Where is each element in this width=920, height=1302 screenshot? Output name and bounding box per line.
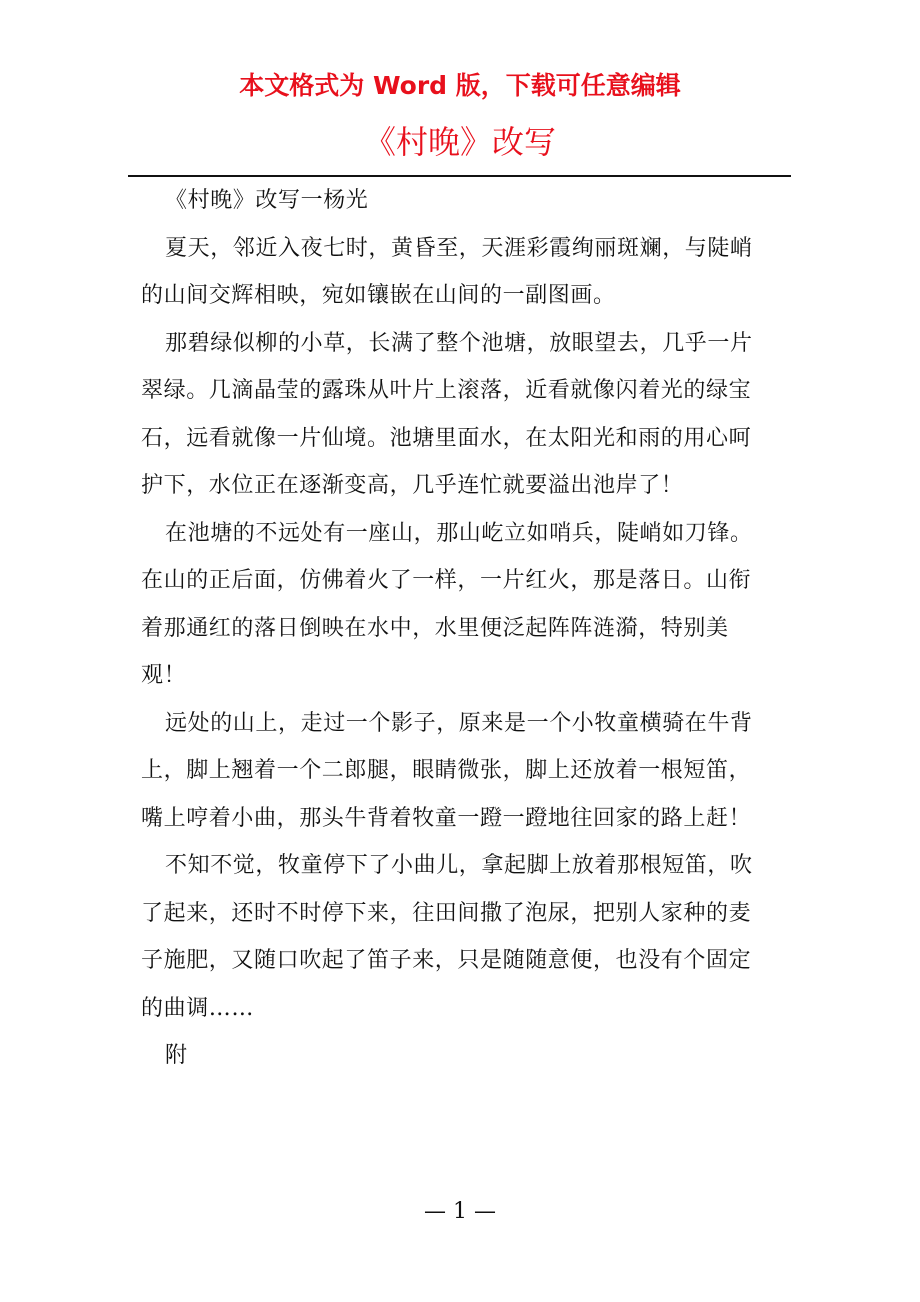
body-paragraph: 夏天，邻近入夜七时，黄昏至，天涯彩霞绚丽斑斓，与陡峭的山间交辉相映，宛如镶嵌在山间的一副图画。 [141,235,753,308]
page-number: — 1 — [424,1199,496,1224]
document-body [141,177,766,1080]
body-paragraph: 在池塘的不远处有一座山，那山屹立如哨兵，陡峭如刀锋。在山的正后面，仿佛着火了一样，一片红火，那是落日。山衔着那通红的落日倒映在水中，水里便泛起阵阵涟漪，特别美观！ [141,520,753,688]
download-notice-banner: 本文格式为 Word 版，下载可任意编辑 [239,71,681,100]
document-title: 《村晚》改写 [363,123,556,161]
body-paragraph: 附 [165,1043,188,1068]
body-paragraph: 远处的山上，走过一个影子，原来是一个小牧童横骑在牛背上，脚上翘着一个二郎腿，眼睛微张，脚上还放着一根短笛，嘴上哼着小曲，那头牛背着牧童一蹬一蹬地往回家的路上赶！ [141,710,753,831]
byline-paragraph: 《村晚》改写一杨光 [165,188,369,213]
body-paragraph: 那碧绿似柳的小草，长满了整个池塘，放眼望去，几乎一片翠绿。几滴晶莹的露珠从叶片上滚落，近看就像闪着光的绿宝石，远看就像一片仙境。池塘里面水，在太阳光和雨的用心呵护下，水位正在逐渐变高，几乎连忙就要溢出池岸了！ [141,330,753,498]
body-paragraph: 不知不觉，牧童停下了小曲儿，拿起脚上放着那根短笛，吹了起来，还时不时停下来，往田间撒了泡尿，把别人家种的麦子施肥，又随口吹起了笛子来，只是随随意便，也没有个固定的曲调…… [141,853,753,1021]
